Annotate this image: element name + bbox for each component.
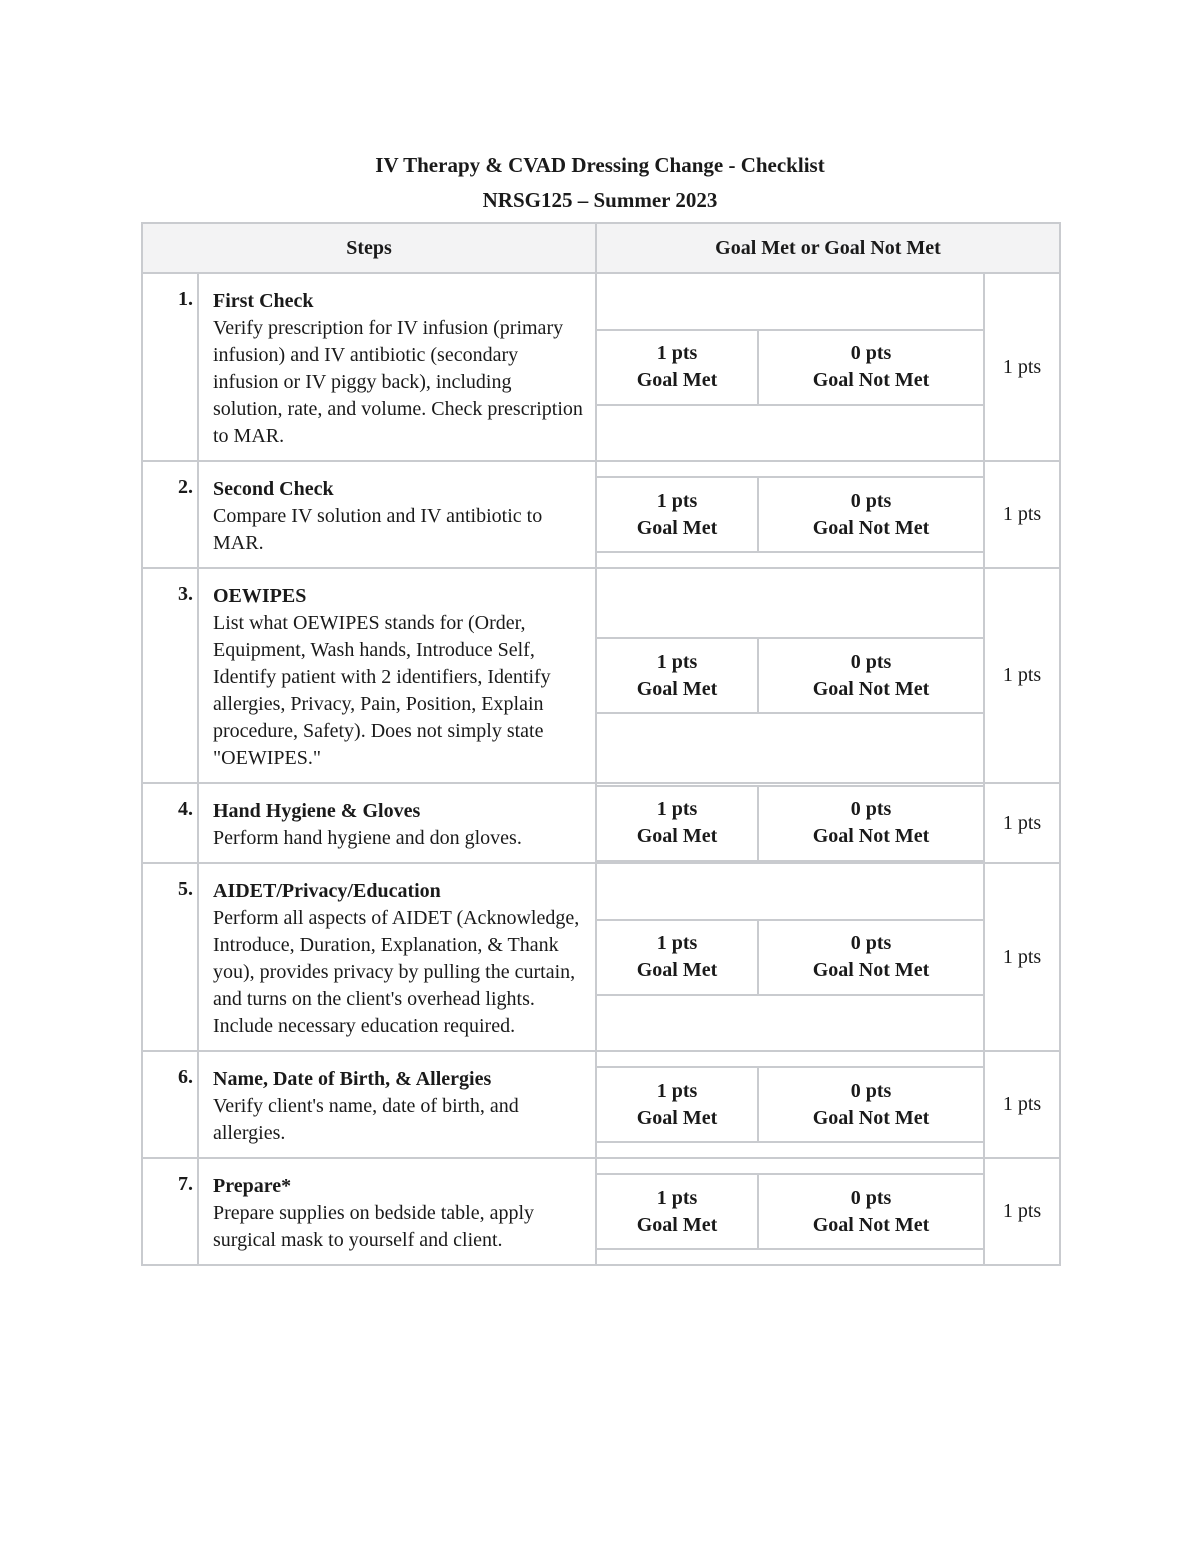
goal-not-met-option[interactable] bbox=[759, 478, 983, 551]
rating-cell bbox=[596, 783, 984, 863]
table-body bbox=[142, 273, 1060, 1265]
goal-met-option[interactable] bbox=[597, 478, 759, 551]
rating-cell bbox=[596, 1158, 984, 1265]
step-description bbox=[198, 1051, 596, 1158]
step-points: 1 pts bbox=[984, 273, 1060, 461]
step-title: First Check bbox=[213, 290, 314, 312]
step-points: 1 pts bbox=[984, 1051, 1060, 1158]
goal-met-label: Goal Met bbox=[636, 516, 718, 539]
rating-options bbox=[597, 637, 983, 714]
goal-met-option[interactable] bbox=[597, 331, 759, 404]
document-subtitle: NRSG125 – Summer 2023 bbox=[482, 188, 718, 212]
goal-not-met-option[interactable] bbox=[759, 331, 983, 404]
step-number: 2. bbox=[142, 461, 198, 568]
step-points: 1 pts bbox=[984, 783, 1060, 863]
goal-met-option[interactable] bbox=[597, 921, 759, 994]
step-title: Hand Hygiene & Gloves bbox=[213, 800, 421, 822]
goal-not-met-points: 0 pts bbox=[850, 650, 892, 673]
goal-met-points: 1 pts bbox=[656, 1186, 698, 1209]
goal-not-met-option[interactable] bbox=[759, 921, 983, 994]
step-title: Prepare* bbox=[213, 1175, 292, 1197]
step-description bbox=[198, 783, 596, 863]
step-text: Compare IV solution and IV antibiotic to MAR. bbox=[213, 505, 543, 554]
rating-options bbox=[597, 329, 983, 406]
goal-met-option[interactable] bbox=[597, 1068, 759, 1141]
goal-not-met-label: Goal Not Met bbox=[812, 825, 930, 847]
rating-cell bbox=[596, 1051, 984, 1158]
goal-met-label: Goal Met bbox=[636, 825, 718, 847]
step-title: Name, Date of Birth, & Allergies bbox=[213, 1068, 492, 1090]
step-text: Prepare supplies on bedside table, apply surgical mask to yourself and client. bbox=[213, 1202, 535, 1251]
table-row bbox=[142, 461, 1060, 568]
step-text: List what OEWIPES stands for (Order, Equipment, Wash hands, Introduce Self, Identify patient with 2 identifiers, Identify allergies, Privacy, Pain, Position, Explain procedure, Safety). Does not simply state "OEWIPES." bbox=[213, 612, 551, 769]
goal-not-met-option[interactable] bbox=[759, 787, 983, 860]
table-row bbox=[142, 783, 1060, 863]
goal-not-met-points: 0 pts bbox=[850, 1079, 892, 1102]
goal-header: Goal Met or Goal Not Met bbox=[596, 223, 1060, 273]
step-points: 1 pts bbox=[984, 863, 1060, 1051]
step-description bbox=[198, 273, 596, 461]
step-description bbox=[198, 461, 596, 568]
table-row bbox=[142, 863, 1060, 1051]
step-number: 7. bbox=[142, 1158, 198, 1265]
goal-met-points: 1 pts bbox=[656, 650, 698, 673]
goal-not-met-label: Goal Not Met bbox=[812, 369, 930, 391]
step-points: 1 pts bbox=[984, 461, 1060, 568]
step-number: 4. bbox=[142, 783, 198, 863]
goal-not-met-points: 0 pts bbox=[850, 932, 892, 954]
goal-not-met-points: 0 pts bbox=[850, 798, 892, 820]
goal-met-points: 1 pts bbox=[656, 798, 698, 820]
goal-not-met-label: Goal Not Met bbox=[812, 959, 930, 981]
table-row bbox=[142, 568, 1060, 783]
step-description bbox=[198, 568, 596, 783]
goal-met-points: 1 pts bbox=[656, 932, 698, 954]
goal-not-met-points: 0 pts bbox=[850, 489, 892, 512]
goal-met-option[interactable] bbox=[597, 787, 759, 860]
step-text: Verify prescription for IV infusion (primary infusion) and IV antibiotic (secondary infusion or IV piggy back), including solution, rate, and volume. Check prescription to MAR. bbox=[213, 317, 583, 447]
rating-options bbox=[597, 919, 983, 996]
rating-cell bbox=[596, 568, 984, 783]
step-description bbox=[198, 1158, 596, 1265]
table-header bbox=[142, 223, 1060, 273]
goal-met-label: Goal Met bbox=[636, 369, 718, 391]
goal-met-option[interactable] bbox=[597, 639, 759, 712]
rating-options bbox=[597, 1066, 983, 1143]
rating-cell bbox=[596, 273, 984, 461]
document-title: IV Therapy & CVAD Dressing Change - Checklist bbox=[375, 153, 825, 177]
goal-met-label: Goal Met bbox=[636, 1213, 718, 1236]
step-text: Verify client's name, date of birth, and allergies. bbox=[213, 1095, 519, 1144]
step-points: 1 pts bbox=[984, 568, 1060, 783]
table-row bbox=[142, 1158, 1060, 1265]
step-title: Second Check bbox=[213, 478, 334, 500]
goal-met-option[interactable] bbox=[597, 1175, 759, 1248]
goal-met-label: Goal Met bbox=[636, 1106, 718, 1129]
step-description bbox=[198, 863, 596, 1051]
rating-cell bbox=[596, 863, 984, 1051]
goal-not-met-label: Goal Not Met bbox=[812, 1106, 930, 1129]
step-points: 1 pts bbox=[984, 1158, 1060, 1265]
goal-not-met-option[interactable] bbox=[759, 639, 983, 712]
goal-met-label: Goal Met bbox=[636, 959, 718, 981]
step-number: 3. bbox=[142, 568, 198, 783]
goal-met-points: 1 pts bbox=[656, 342, 698, 364]
goal-met-label: Goal Met bbox=[636, 677, 718, 700]
step-text: Perform hand hygiene and don gloves. bbox=[213, 827, 522, 849]
steps-header: Steps bbox=[142, 223, 596, 273]
goal-not-met-label: Goal Not Met bbox=[812, 516, 930, 539]
goal-not-met-points: 0 pts bbox=[850, 342, 892, 364]
goal-met-points: 1 pts bbox=[656, 489, 698, 512]
table-row bbox=[142, 273, 1060, 461]
step-number: 5. bbox=[142, 863, 198, 1051]
goal-not-met-option[interactable] bbox=[759, 1068, 983, 1141]
goal-not-met-label: Goal Not Met bbox=[812, 677, 930, 700]
rating-options bbox=[597, 785, 983, 862]
goal-not-met-label: Goal Not Met bbox=[812, 1213, 930, 1236]
goal-met-points: 1 pts bbox=[656, 1079, 698, 1102]
table-row bbox=[142, 1051, 1060, 1158]
document-header bbox=[0, 148, 1200, 218]
step-text: Perform all aspects of AIDET (Acknowledge, Introduce, Duration, Explanation, & Thank you), provides privacy by pulling the curtain, and turns on the client's overhead lights. Include necessary education required. bbox=[213, 907, 580, 1037]
step-title: OEWIPES bbox=[213, 585, 307, 607]
goal-not-met-points: 0 pts bbox=[850, 1186, 892, 1209]
step-number: 6. bbox=[142, 1051, 198, 1158]
rating-options bbox=[597, 476, 983, 553]
rating-options bbox=[597, 1173, 983, 1250]
checklist-table bbox=[141, 222, 1061, 1266]
step-title: AIDET/Privacy/Education bbox=[213, 880, 441, 902]
step-number: 1. bbox=[142, 273, 198, 461]
goal-not-met-option[interactable] bbox=[759, 1175, 983, 1248]
rating-cell bbox=[596, 461, 984, 568]
